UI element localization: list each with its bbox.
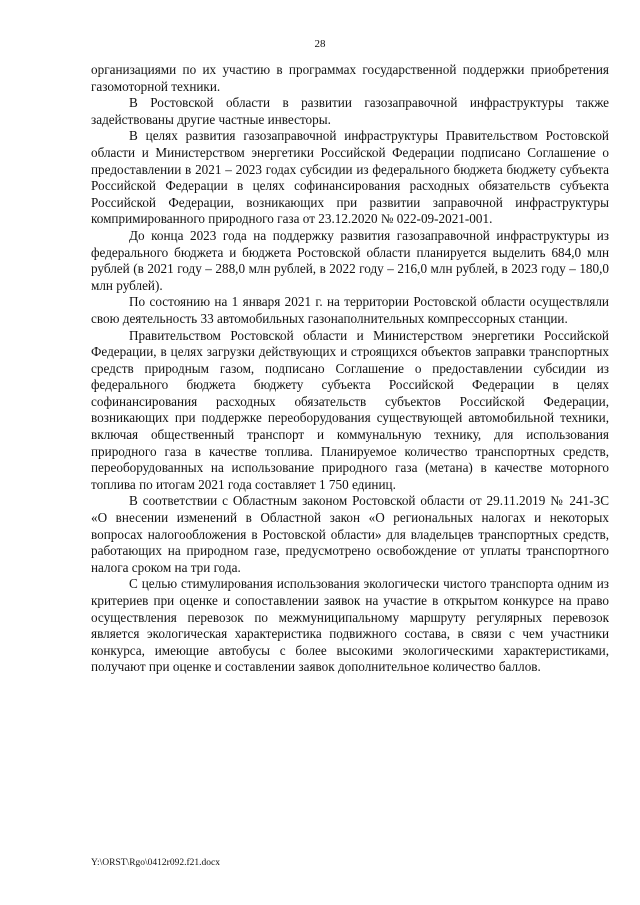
paragraph-tax-exemption: В соответствии с Областным законом Ростовской области от 29.11.2019 № 241-ЗС «О внесении изменений в Областной закон «О региональных налогах и некоторых вопросах налогообложения в Ростовской области» для владельцев транспортных средств, работающих на природном газе, предусмотрено освобождение от уплаты транспортного налога сроком на три года. — [91, 493, 609, 575]
paragraph-investors: В Ростовской области в развитии газозаправочной инфраструктуры также задействованы другие частные инвесторы. — [91, 95, 609, 127]
paragraph-continuation: организациями по их участию в программах государственной поддержки приобретения газомоторной техники. — [91, 62, 609, 94]
paragraph-funding-plan: До конца 2023 года на поддержку развития газозаправочной инфраструктуры из федерального бюджета и бюджета Ростовской области планируется выделить 684,0 млн рублей (в 2021 году – 288,0 млн рублей, в 2022 году – 216,0 млн рублей, в 2023 году – 180,0 млн рублей). — [91, 227, 609, 293]
paragraph-conversion-agreement: Правительством Ростовской области и Министерством энергетики Российской Федерации, в целях загрузки действующих и строящихся объектов заправки транспортных средств природным газом, подписано Соглашение о предоставлении субсидии из федерального бюджета бюджету субъекта Российской Федерации в целях софинансирования расходных обязательств субъектов Российской Федерации, возникающих при поддержке переоборудования существующей автомобильной техники, включая общественный транспорт и коммунальную технику, для использования природного газа в качестве топлива. Планируемое количество транспортных средств, переоборудованных на использование природного газа (метана) в качестве моторного топлива по итогам 2021 года составляет 1 750 единиц. — [91, 327, 609, 492]
document-body — [91, 62, 609, 676]
paragraph-stations: По состоянию на 1 января 2021 г. на территории Ростовской области осуществляли свою деятельность 33 автомобильных газонаполнительных компрессорных станции. — [91, 294, 609, 326]
paragraph-subsidy-agreement: В целях развития газозаправочной инфраструктуры Правительством Ростовской области и Министерством энергетики Российской Федерации подписано Соглашение о предоставлении в 2021 – 2023 годах субсидии из федерального бюджета бюджету субъекта Российской Федерации в целях софинансирования расходных обязательств субъекта Российской Федерации, возникающих при развитии заправочной инфраструктуры компримированного природного газа от 23.12.2020 № 022-09-2021-001. — [91, 128, 609, 227]
footer-file-path: Y:\ORST\Rgo\0412r092.f21.docx — [91, 858, 220, 868]
page-number: 28 — [314, 38, 326, 50]
paragraph-ecological-criteria: С целью стимулирования использования экологически чистого транспорта одним из критериев при оценке и сопоставлении заявок на участие в открытом конкурсе на право осуществления перевозок по межмуниципальному маршруту регулярных перевозок является экологическая характеристика подвижного состава, в связи с чем участники конкурса, имеющие автобусы с более высокими экологическими характеристиками, получают при оценке и составлении заявок дополнительное количество баллов. — [91, 576, 609, 675]
